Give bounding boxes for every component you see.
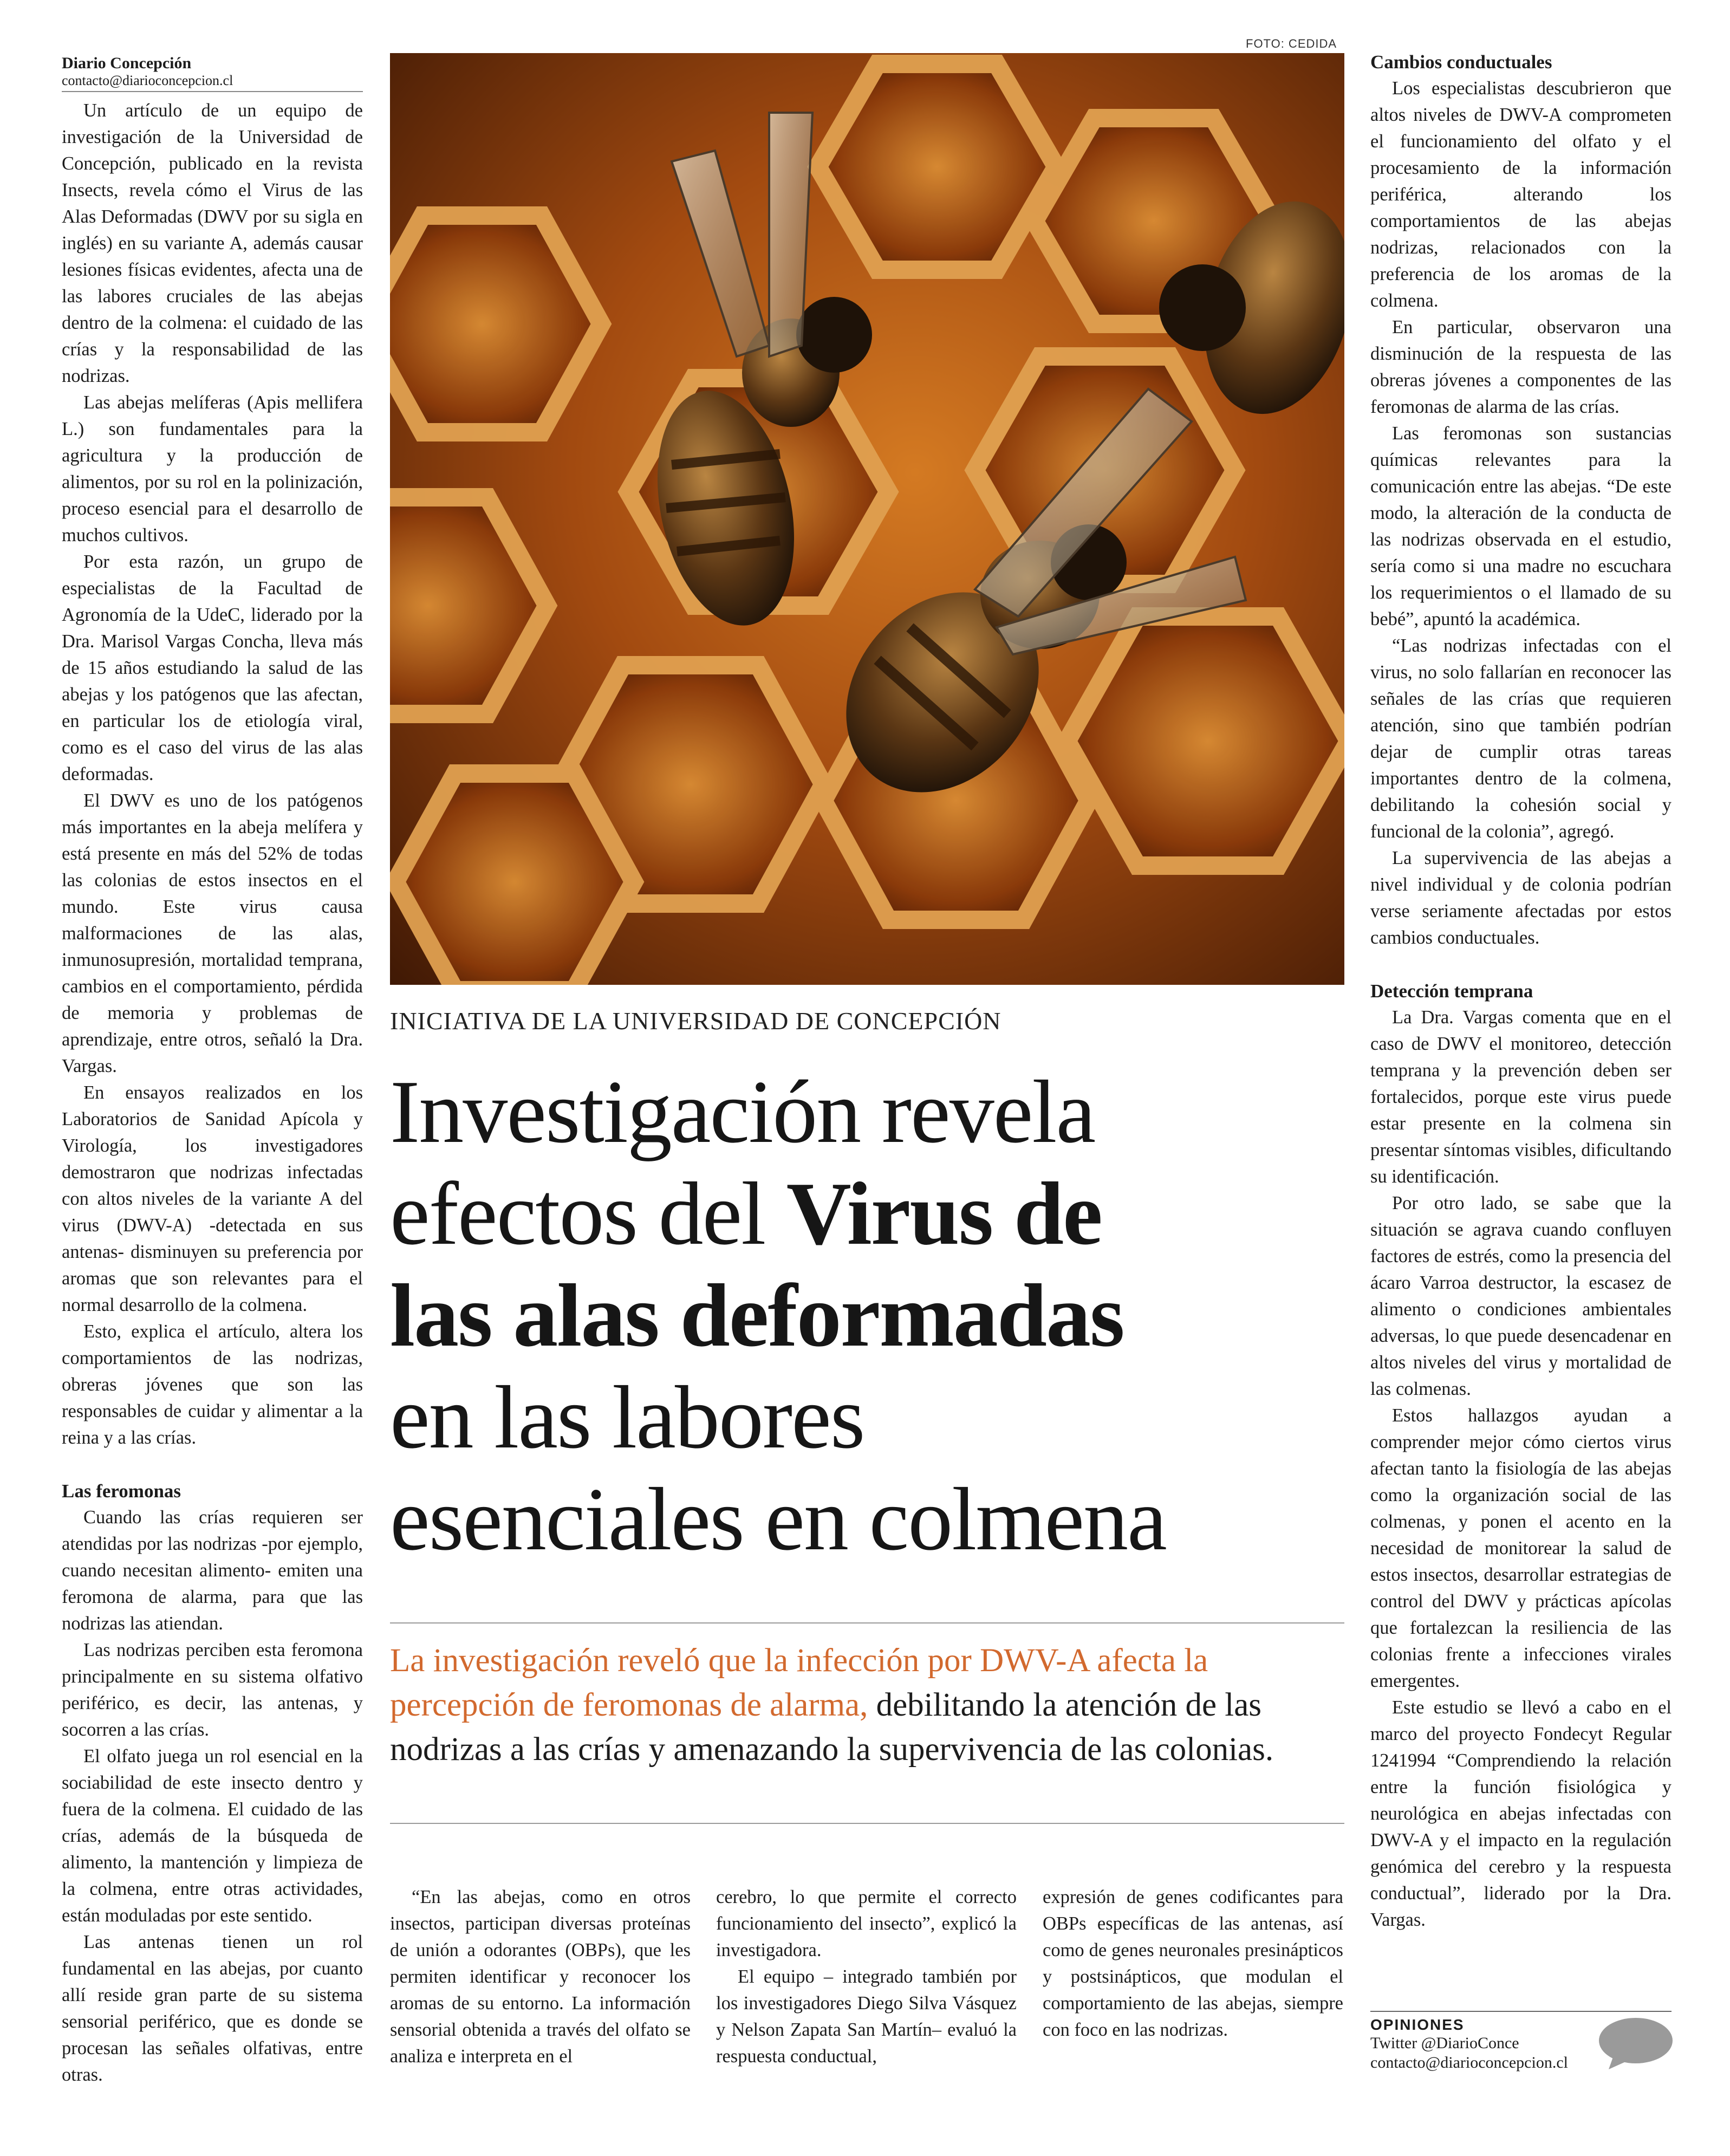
headline-bold-line: las alas deformadas bbox=[390, 1265, 1124, 1365]
paragraph: Esto, explica el artículo, altera los comportamientos de las nodrizas, obreras jóvenes que son las responsables de cuidar y alimentar a la reina y a las crías. bbox=[62, 1321, 363, 1448]
deck-top-rule bbox=[390, 1622, 1344, 1624]
paragraph: La Dra. Vargas comenta que en el caso de DWV el monitoreo, detección temprana y la prevención deben ser fortalecidos, porque este virus puede estar presente en la colmena sin presentar síntomas visibles, dificultando su identificación. bbox=[1370, 1007, 1672, 1187]
opiniones-label: OPINIONES bbox=[1370, 2016, 1465, 2033]
column-3 bbox=[1370, 49, 1672, 1933]
byline-rule bbox=[62, 91, 363, 92]
paragraph: Cuando las crías requieren ser atendidas por las nodrizas -por ejemplo, cuando necesitan alimento- emiten una feromona de alarma, para que las nodrizas las atiendan. bbox=[62, 1507, 363, 1634]
paragraph: Estos hallazgos ayudan a comprender mejor cómo ciertos virus afectan tanto la fisiología de las abejas como la organización social de las colmenas, y ponen el acento en la necesidad de monitorear la salud de estos insectos, desarrollar estrategias de control del DWV y prácticas apícolas que fortalezcan la resiliencia de las colonias frente a infecciones virales emergentes. bbox=[1370, 1405, 1672, 1691]
bottom-column-1 bbox=[390, 1884, 691, 2070]
paragraph: La supervivencia de las abejas a nivel individual y de colonia podrían verse seriamente afectadas por estos cambios conductuales. bbox=[1370, 848, 1672, 948]
paragraph: Por otro lado, se sabe que la situación se agrava cuando confluyen factores de estrés, como la presencia del ácaro Varroa destructor, la escasez de alimento o condiciones ambientales adversas, lo que puede desencadenar en altos niveles del virus y mortalidad de las colmenas. bbox=[1370, 1193, 1672, 1399]
paragraph: Las nodrizas perciben esta feromona principalmente en su sistema olfativo periférico, es decir, las antenas, y socorren a las crías. bbox=[62, 1640, 363, 1740]
deck-accent: La investigación reveló que la infección por DWV-A afecta la percepción de feromonas de alarma, bbox=[390, 1642, 1208, 1723]
column-1 bbox=[62, 98, 363, 2088]
section-heading: Cambios conductuales bbox=[1370, 51, 1552, 73]
bee-photo bbox=[390, 53, 1344, 985]
speech-bubble-icon bbox=[1598, 2016, 1674, 2073]
bottom-column-2 bbox=[716, 1884, 1017, 2070]
headline-line: esenciales en colmena bbox=[390, 1469, 1166, 1569]
paragraph: En particular, observaron una disminución de la respuesta de las obreras jóvenes a componentes de las feromonas de alarma de las crías. bbox=[1370, 317, 1672, 417]
paragraph: Las abejas melíferas (Apis mellifera L.) son fundamentales para la agricultura y la producción de alimentos, por su rol en la polinización, proceso esencial para el desarrollo de muchos cultivos. bbox=[62, 392, 363, 546]
paragraph: Los especialistas descubrieron que altos niveles de DWV-A comprometen el funcionamiento del olfato y el procesamiento de la información periférica, alterando los comportamientos de las abejas nodrizas, relacionados con la preferencia de los aromas de la colmena. bbox=[1370, 78, 1672, 311]
paragraph: Las antenas tienen un rol fundamental en las abejas, por cuanto allí reside gran parte de su sistema sensorial periférico, que es donde se procesan las señales olfativas, entre otras. bbox=[62, 1932, 363, 2085]
headline bbox=[390, 1061, 1344, 1570]
deck bbox=[390, 1639, 1344, 1772]
headline-line bbox=[390, 1163, 1344, 1264]
byline-email: contacto@diarioconcepcion.cl bbox=[62, 73, 233, 88]
paragraph: Por esta razón, un grupo de especialistas de la Facultad de Agronomía de la UdeC, liderado por la Dra. Marisol Vargas Concha, lleva más de 15 años estudiando la salud de las abejas y los patógenos que las afectan, en particular los de etiología viral, como es el caso del virus de las alas deformadas. bbox=[62, 551, 363, 784]
twitter-handle: Twitter @DiarioConce bbox=[1370, 2034, 1519, 2052]
paragraph: expresión de genes codificantes para OBPs específicas de las antenas, así como de genes neuronales presinápticos y postsinápticos, que modulan el comportamiento de las abejas, siempre con foco en las nodrizas. bbox=[1043, 1887, 1343, 2040]
section-heading: Las feromonas bbox=[62, 1480, 181, 1502]
headline-fragment: efectos del bbox=[390, 1164, 786, 1263]
paragraph: El DWV es uno de los patógenos más importantes en la abeja melífera y está presente en más del 52% de todas las colonias de estos insectos en el mundo. Este virus causa malformaciones de las alas, inmunosupresión, mortalidad temprana, cambios en el comportamiento, pérdida de memoria y problemas de aprendizaje, entre otros, señaló la Dra. Vargas. bbox=[62, 790, 363, 1076]
headline-bold: Virus de bbox=[786, 1164, 1102, 1263]
deck-rest: debilitando la atención de las nodrizas a las crías y amenazando la supervivencia de las colonias. bbox=[390, 1687, 1274, 1768]
paragraph: Un artículo de un equipo de investigación de la Universidad de Concepción, publicado en la revista Insects, revela cómo el Virus de las Alas Deformadas (DWV por su sigla en inglés) en su variante A, además causar lesiones físicas evidentes, afecta una de las labores cruciales de las abejas dentro de la colmena: el cuidado de las crías y la responsabilidad de las nodrizas. bbox=[62, 100, 363, 386]
paragraph: “En las abejas, como en otros insectos, participan diversas proteínas de unión a odorantes (OBPs), que les permiten identificar y reconocer los aromas de su entorno. La información sensorial obtenida a través del olfato se analiza e interpreta en el bbox=[390, 1887, 691, 2067]
paragraph: cerebro, lo que permite el correcto funcionamiento del insecto”, explicó la investigadora. bbox=[716, 1887, 1017, 1960]
opiniones-rule bbox=[1370, 2011, 1672, 2012]
paragraph: El equipo – integrado también por los investigadores Diego Silva Vásquez y Nelson Zapata San Martín– evaluó la respuesta conductual, bbox=[716, 1966, 1017, 2067]
bottom-column-3 bbox=[1043, 1884, 1343, 2043]
contact-email: contacto@diarioconcepcion.cl bbox=[1370, 2054, 1568, 2071]
headline-line: en las labores bbox=[390, 1367, 864, 1467]
headline-line: Investigación revela bbox=[390, 1062, 1095, 1161]
paragraph: El olfato juega un rol esencial en la sociabilidad de este insecto dentro y fuera de la colmena. El cuidado de las crías, además de la búsqueda de alimento, la mantención y limpieza de la colmena, entre otras actividades, están moduladas por este sentido. bbox=[62, 1746, 363, 1926]
deck-bottom-rule bbox=[390, 1823, 1344, 1824]
paragraph: “Las nodrizas infectadas con el virus, no solo fallarían en reconocer las señales de las crías que requieren atención, sino que también podrían dejar de cumplir otras tareas importantes dentro de la colmena, debilitando la cohesión social y funcional de la colonia”, agregó. bbox=[1370, 635, 1672, 842]
kicker: INICIATIVA DE LA UNIVERSIDAD DE CONCEPCIÓN bbox=[390, 1007, 1001, 1035]
paragraph: Este estudio se llevó a cabo en el marco del proyecto Fondecyt Regular 1241994 “Comprendiendo la relación entre la función fisiológica y neurológica en abejas infectadas con DWV-A y el impacto en la regulación genómica del cerebro y la respuesta conductual”, liderado por la Dra. Vargas. bbox=[1370, 1697, 1672, 1930]
byline bbox=[62, 54, 363, 92]
byline-name: Diario Concepción bbox=[62, 54, 192, 72]
paragraph: En ensayos realizados en los Laboratorios de Sanidad Apícola y Virología, los investigadores demostraron que nodrizas infectadas con altos niveles de la variante A del virus (DWV-A) -detectada en sus antenas- disminuyen su preferencia por aromas que son relevantes para el normal desarrollo de la colmena. bbox=[62, 1082, 363, 1315]
photo-credit: FOTO: CEDIDA bbox=[1246, 37, 1337, 50]
paragraph: Las feromonas son sustancias químicas relevantes para la comunicación entre las abejas. “De este modo, la alteración de la conducta de las nodrizas observada en el estudio, sería como si una madre no escuchara los requerimientos o el llamado de su bebé”, apuntó la académica. bbox=[1370, 423, 1672, 629]
section-heading: Detección temprana bbox=[1370, 980, 1533, 1002]
